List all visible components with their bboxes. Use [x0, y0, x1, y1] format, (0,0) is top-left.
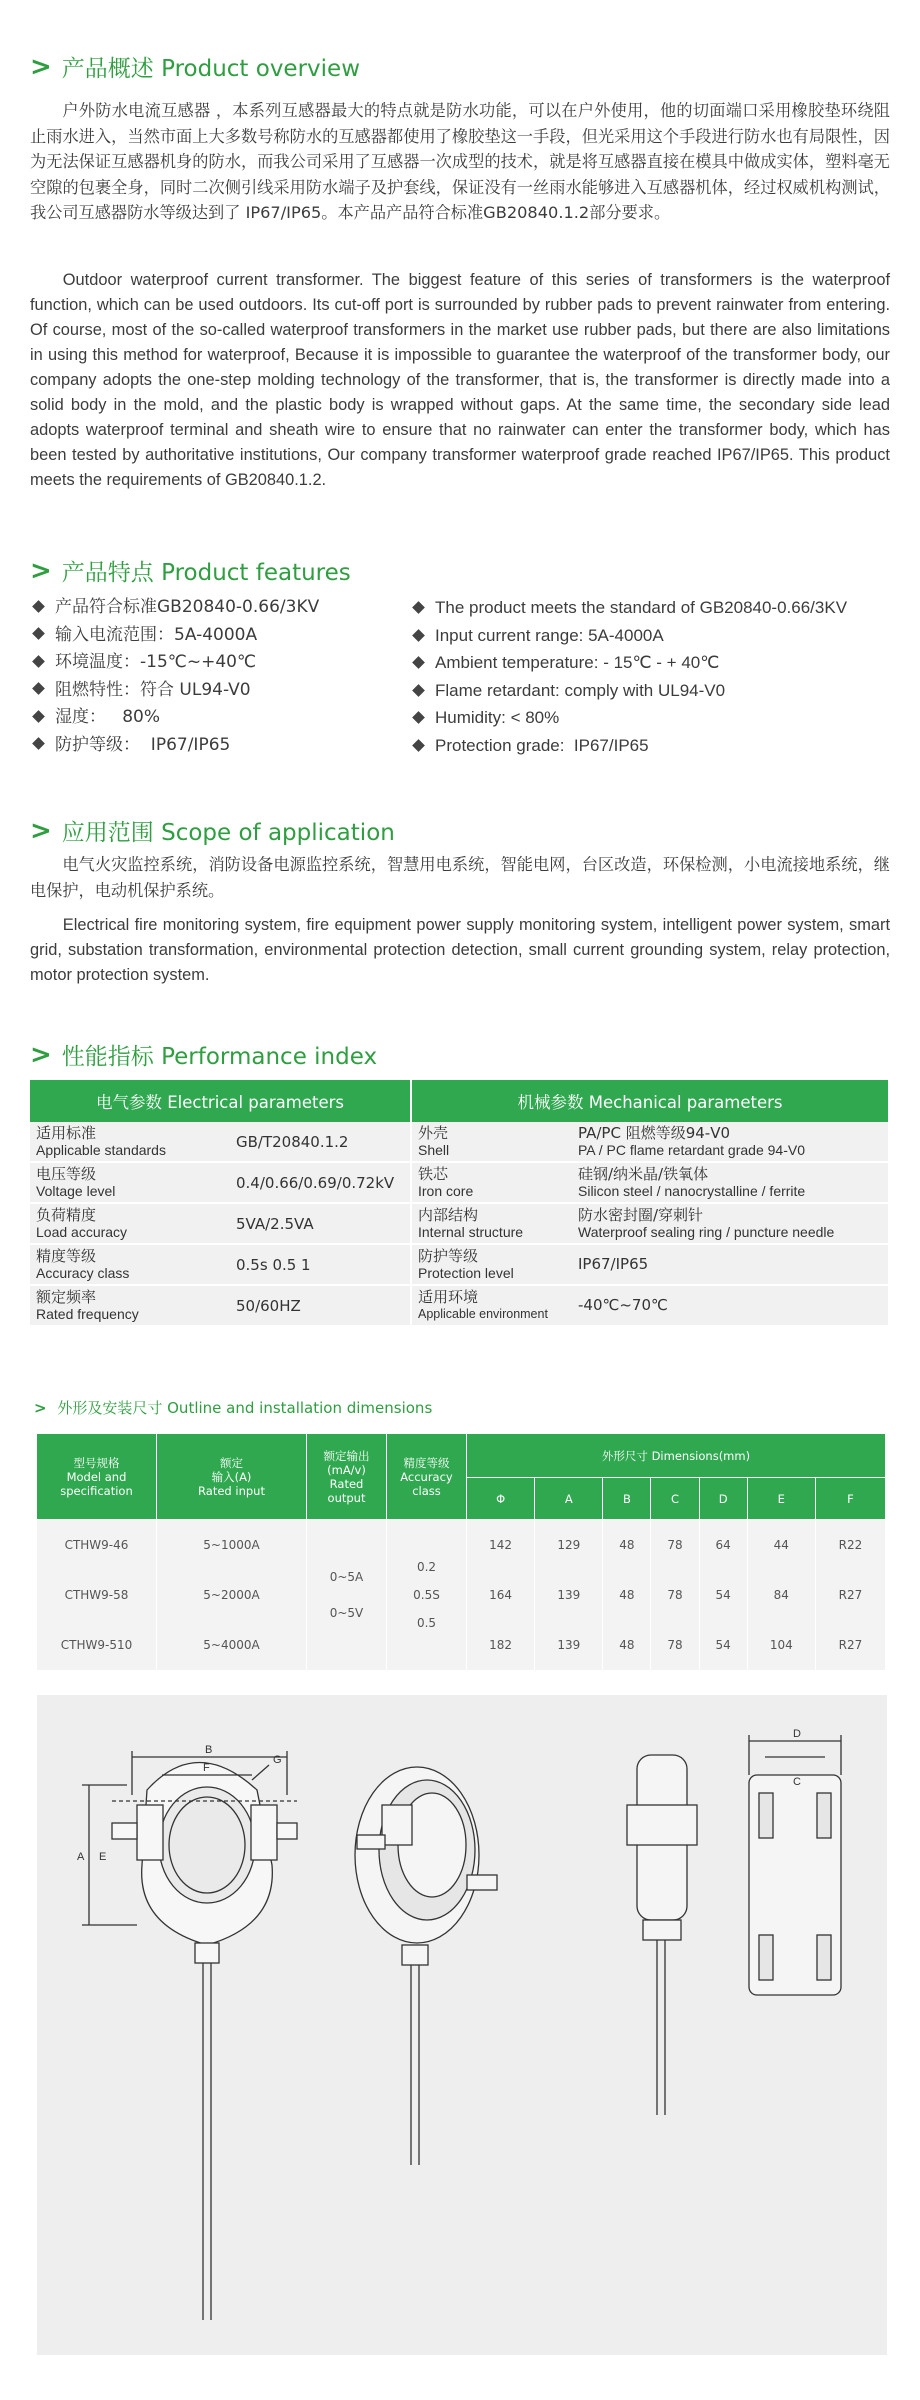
diamond-bullet-icon: [32, 710, 45, 723]
table-row: CTHW9-58 5~2000A 164 139 48 78 54 84 R27: [37, 1570, 886, 1620]
list-item: Humidity: < 80%: [410, 704, 847, 732]
features-en-list: [410, 594, 847, 759]
list-item: Protection grade: IP67/IP65: [410, 732, 847, 760]
performance-table: [30, 1080, 888, 1327]
header-dim-col: C: [651, 1478, 699, 1520]
technical-drawing: [37, 1695, 887, 2355]
list-item: 环境温度：-15℃~+40℃: [30, 649, 319, 677]
list-item: 输入电流范围：5A-4000A: [30, 622, 319, 650]
diamond-bullet-icon: [412, 711, 425, 724]
chevron-right-icon: >: [30, 51, 52, 82]
chevron-right-icon: >: [30, 555, 52, 586]
perspective-view: [355, 1767, 497, 2165]
header-dim-col: E: [747, 1478, 815, 1520]
list-item: Flame retardant: comply with UL94-V0: [410, 677, 847, 705]
output-cell: 0~5A 0~5V: [307, 1520, 387, 1671]
table-row: 电压等级 Voltage level 0.4/0.66/0.69/0.72kV 铁芯 Iron core 硅钢/纳米晶/铁氧体 Silicon steel / nanocrystalline / ferrite: [30, 1162, 888, 1203]
dim-label-G: G: [273, 1754, 282, 1766]
header-dim-col: D: [699, 1478, 747, 1520]
diamond-bullet-icon: [412, 629, 425, 642]
dimensions-title: > 外形及安装尺寸 Outline and installation dimensions: [34, 1399, 433, 1417]
table-row: 适用标准 Applicable standards GB/T20840.1.2 外壳 Shell PA/PC 阻燃等级94-V0 PA / PC flame retardant grade 94-V0: [30, 1122, 888, 1162]
diamond-bullet-icon: [412, 656, 425, 669]
diamond-bullet-icon: [32, 682, 45, 695]
header-output: 额定输出 (mA/v) Rated output: [307, 1434, 387, 1520]
diamond-bullet-icon: [32, 600, 45, 613]
dimensions-table: [36, 1433, 886, 1670]
application-en-text: Electrical fire monitoring system, fire equipment power supply monitoring system, intelligent power system, smart grid, substation transformation, environmental protection detection, small current grounding system, relay protection, motor protection system.: [30, 916, 890, 984]
top-view: [749, 1735, 841, 1995]
header-accuracy: 精度等级 Accuracy class: [387, 1434, 467, 1520]
dim-label-C: C: [793, 1776, 801, 1788]
dim-label-B: B: [205, 1744, 213, 1756]
header-dim-col: B: [603, 1478, 651, 1520]
dim-label-E: E: [99, 1851, 107, 1863]
table-row: CTHW9-510 5~4000A 182 139 48 78 54 104 R27: [37, 1620, 886, 1670]
header-dim-col: Φ: [467, 1478, 535, 1520]
header-dimensions: 外形尺寸 Dimensions(mm): [467, 1434, 886, 1478]
list-item: 湿度： 80%: [30, 704, 319, 732]
table-row: 负荷精度 Load accuracy 5VA/2.5VA 内部结构 Internal structure 防水密封圈/穿刺针 Waterproof sealing ring / puncture needle: [30, 1203, 888, 1244]
header-model: 型号规格 Model and specification: [37, 1434, 157, 1520]
list-item: Ambient temperature: - 15℃ - + 40℃: [410, 649, 847, 677]
table-row: 额定频率 Rated frequency 50/60HZ 适用环境 Applicable environment -40℃~70℃: [30, 1285, 888, 1326]
application-cn-text: 电气火灾监控系统，消防设备电源监控系统，智慧用电系统，智能电网，台区改造，环保检测，小电流接地系统，继电保护，电动机保护系统。: [30, 855, 890, 900]
list-item: 阻燃特性：符合 UL94-V0: [30, 677, 319, 705]
table-row: CTHW9-46 5~1000A 0~5A 0~5V 0.2 0.5S 0.5 142 129 48 78 64 44 R22: [37, 1520, 886, 1571]
diamond-bullet-icon: [412, 739, 425, 752]
application-title: > 应用范围 Scope of application: [30, 815, 395, 846]
list-item: 防护等级： IP67/IP65: [30, 732, 319, 760]
overview-en-text: Outdoor waterproof current transformer. The biggest feature of this series of transformers is the waterproof function, which can be used outdoors. Its cut-off port is surrounded by rubber pads to prevent rainwater from entering. Of course, most of the so-called waterproof transformers in the market use rubber pads, but there are also limitations in using this method for waterproof, Because it is impossible to guarantee the waterproof of the transformer body, our company adopts the one-step molding technology of the transformer, that is, the transformer is directly made into a solid body in the mold, and the plastic body is wrapped without gaps. At the same time, the secondary side lead adopts waterproof terminal and sheath wire to ensure that no rainwater can enter the transformer body, which has been tested by authoritative institutions, Our company transformer waterproof grade reached IP67/IP65. This product meets the requirements of GB20840.1.2.: [30, 271, 890, 489]
side-view: [627, 1755, 697, 2115]
list-item: Input current range: 5A-4000A: [410, 622, 847, 650]
diamond-bullet-icon: [412, 684, 425, 697]
dim-label-F: F: [203, 1762, 210, 1774]
chevron-right-icon: >: [30, 815, 52, 846]
list-item: The product meets the standard of GB20840-0.66/3KV: [410, 594, 847, 622]
dim-label-D: D: [793, 1728, 801, 1740]
front-view: [82, 1751, 297, 2320]
features-title: > 产品特点 Product features: [30, 555, 351, 586]
table-row: 精度等级 Accuracy class 0.5s 0.5 1 防护等级 Protection level IP67/IP65: [30, 1244, 888, 1285]
performance-title: > 性能指标 Performance index: [30, 1039, 378, 1070]
diamond-bullet-icon: [32, 737, 45, 750]
diamond-bullet-icon: [412, 601, 425, 614]
electrical-header: 电气参数 Electrical parameters: [30, 1080, 410, 1122]
header-dim-col: A: [535, 1478, 603, 1520]
chevron-right-icon: >: [30, 1039, 52, 1070]
mechanical-header: 机械参数 Mechanical parameters: [412, 1080, 888, 1122]
header-input: 额定 输入(A) Rated input: [157, 1434, 307, 1520]
header-dim-col: F: [815, 1478, 885, 1520]
features-cn-list: [30, 594, 319, 759]
diamond-bullet-icon: [32, 627, 45, 640]
list-item: 产品符合标准GB20840-0.66/3KV: [30, 594, 319, 622]
overview-title: > 产品概述 Product overview: [30, 51, 360, 82]
chevron-right-icon: >: [34, 1399, 47, 1417]
diamond-bullet-icon: [32, 655, 45, 668]
dim-label-A: A: [77, 1851, 85, 1863]
accuracy-cell: 0.2 0.5S 0.5: [387, 1520, 467, 1671]
transformer-drawing: [37, 1695, 887, 2355]
overview-cn-text: 户外防水电流互感器 ，本系列互感器最大的特点就是防水功能，可以在户外使用，他的切面端口采用橡胶垫环绕阻止雨水进入，当然市面上大多数号称防水的互感器都使用了橡胶垫这一手段，但光采用这个手段进行防水也有局限性，因为无法保证互感器机身的防水，而我公司采用了互感器一次成型的技术，就是将互感器直接在模具中做成实体，塑料毫无空隙的包裹全身，同时二次侧引线采用防水端子及护套线，保证没有一丝雨水能够进入互感器机体，经过权威机构测试，我公司互感器防水等级达到了 IP67/IP65。本产品产品符合标准GB20840.1.2部分要求。: [30, 101, 890, 222]
